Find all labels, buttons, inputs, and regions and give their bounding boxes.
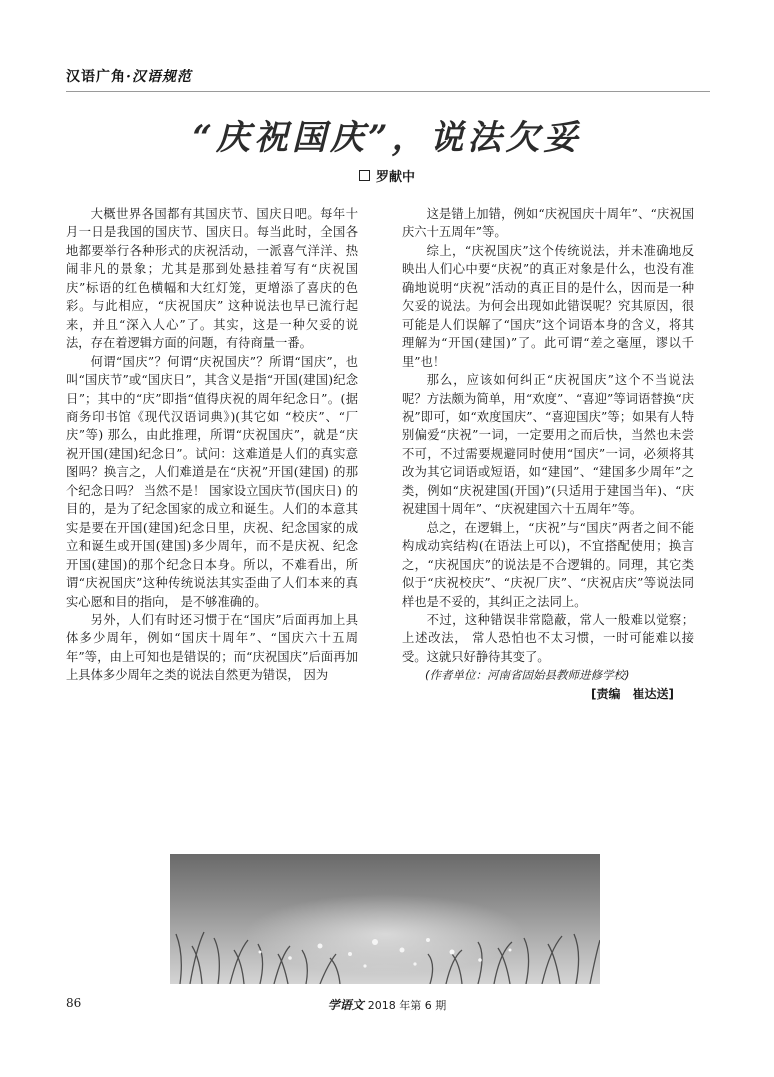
author-box-icon	[359, 170, 370, 181]
paragraph: 总之，在逻辑上，“庆祝”与“国庆”两者之间不能构成动宾结构(在语法上可以)，不宜搭配使用；换言之，“庆祝国庆”的说法是不合逻辑的。同理，其它类似于“庆祝校庆”、“庆祝厂庆”、“庆祝店庆”等说法同样也是不妥的，其纠正之法同上。	[402, 520, 694, 609]
journal-footer	[0, 996, 774, 1013]
article-title: “庆祝国庆”，说法欠妥	[192, 118, 582, 158]
paragraph: 那么，应该如何纠正“庆祝国庆”这个不当说法呢？方法颇为简单，用“欢度”、“喜迎”等词语替换“庆祝”即可，如“欢度国庆”、“喜迎国庆”等；如果有人特别偏爱“庆祝”一词，一定要用之而后快，当然也未尝不可，不过需要规避同时使用“国庆”一词，必须将其改为其它词语或短语，如“建国”、“建国多少周年”之类，例如“庆祝建国(开国)”(只适用于建国当年)、“庆祝建国十周年”、“庆祝建国六十五周年”等。	[402, 373, 694, 517]
journal-issue: 2018 年第 6 期	[367, 999, 447, 1012]
section-header	[66, 66, 192, 86]
header-separator: ·	[126, 69, 132, 85]
decorative-grass-image	[170, 854, 600, 984]
paragraph: 大概世界各国都有其国庆节、国庆日吧。每年十月一日是我国的国庆节、国庆日。每当此时，全国各地都要举行各种形式的庆祝活动，一派喜气洋洋、热闹非凡的景象；尤其是那到处悬挂着写有“庆祝国庆”标语的红色横幅和大红灯笼，更增添了喜庆的色彩。与此相应，“庆祝国庆” 这种说法也早已流行起来，并且“深入人心”了。其实，这是一种欠妥的说法，存在着逻辑方面的问题，有待商量一番。	[66, 207, 358, 351]
author-name: 罗献中	[375, 170, 415, 185]
paragraph: 这是错上加错，例如“庆祝国庆十周年”、“庆祝国庆六十五周年”等。	[402, 207, 694, 240]
paragraph: 何谓“国庆”？何谓“庆祝国庆”？所谓“国庆”，也叫“国庆节”或“国庆日”，其含义是指“开国(建国)纪念日”；其中的“庆”即指“值得庆祝的周年纪念日”。(据商务印书馆《现代汉语词典》)(其它如 “校庆”、“厂庆”等) 那么，由此推理，所谓“庆祝国庆”，就是“庆祝开国(建国)纪念日”。试问：这难道是人们的真实意图吗？换言之，人们难道是在“庆祝”开国(建国) 的那个纪念日吗？ 当然不是！ 国家设立国庆节(国庆日) 的目的，是为了纪念国家的成立和诞生。人们的本意其实是要在开国(建国)纪念日里，庆祝、纪念国家的成立和诞生或开国(建国)多少周年，而不是庆祝、纪念开国(建国)的那个纪念日本身。所以，不难看出，所谓“庆祝国庆”这种传统说法其实歪曲了人们本来的真实心愿和目的指向， 是不够准确的。	[66, 354, 358, 609]
editor-credit: [责编 崔达送]	[591, 686, 674, 701]
journal-name: 学语文	[327, 998, 364, 1012]
author-line	[0, 166, 774, 185]
paragraph: 综上，“庆祝国庆”这个传统说法，并未准确地反映出人们心中要“庆祝”的真正对象是什么，也没有准确地说明“庆祝”活动的真正目的是什么，因而是一种欠妥的说法。为何会出现如此错误呢？究其原因，很可能是人们误解了“国庆”这个词语本身的含义，将其理解为“开国(建国)”了。此可谓“差之毫厘，谬以千里”也！	[402, 243, 694, 369]
subsection-title: 汉语规范	[131, 69, 192, 85]
author-affiliation: (作者单位：河南省固始县教师进修学校)	[425, 668, 630, 683]
header-divider	[66, 91, 710, 92]
page-number: 86	[66, 996, 82, 1010]
paragraph: 另外，人们有时还习惯于在“国庆”后面再加上具体多少周年，例如“国庆十周年”、“国庆六十五周年”等，由上可知也是错误的；而“庆祝国庆”后面再加上具体多少周年之类的说法自然更为错误， 因为	[66, 612, 358, 683]
right-column	[402, 205, 694, 703]
paragraph: 不过，这种错误非常隐蔽，常人一般难以觉察；上述改法， 常人恐怕也不太习惯，一时可能难以接受。这就只好静待其变了。	[402, 612, 694, 664]
left-column	[66, 205, 358, 685]
section-title: 汉语广角	[66, 69, 126, 85]
